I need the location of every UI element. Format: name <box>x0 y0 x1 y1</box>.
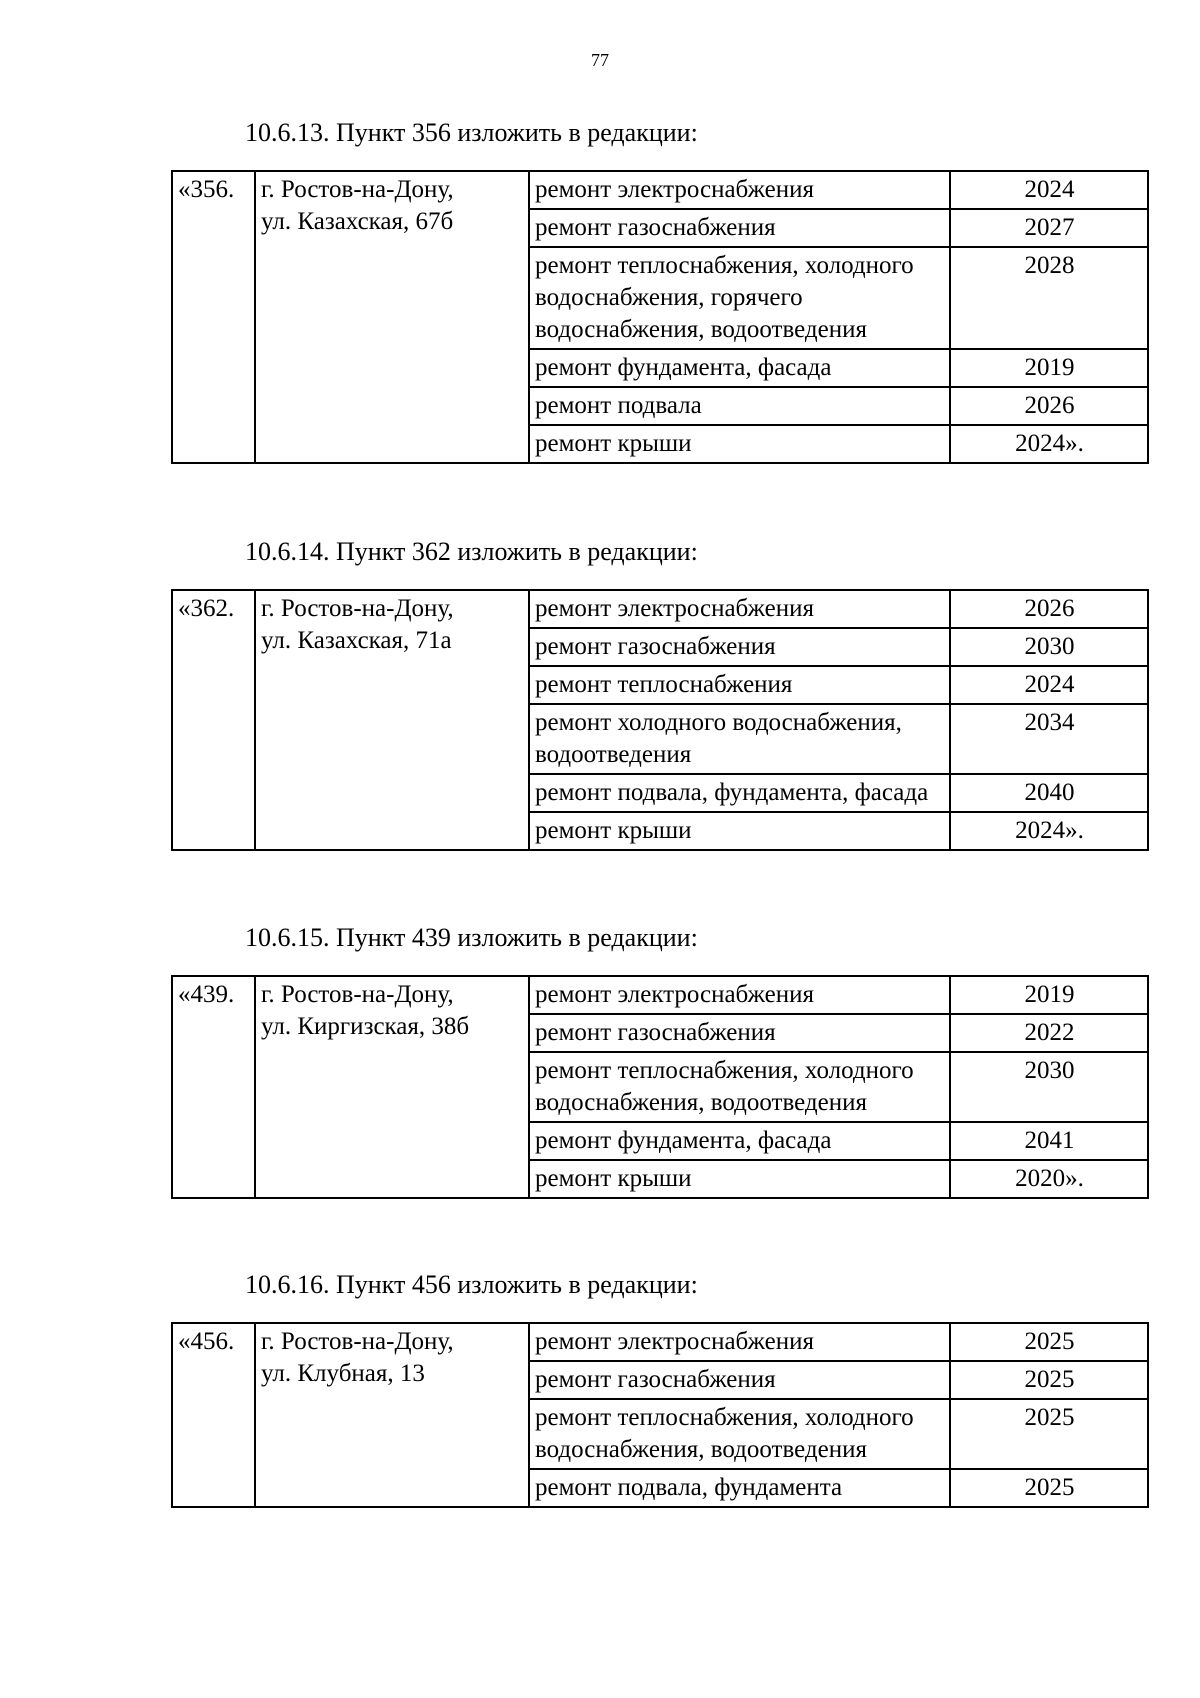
year-cell: 2025 <box>950 1399 1148 1469</box>
address-cell <box>255 171 529 463</box>
work-type-cell: ремонт подвала <box>529 387 950 425</box>
table-row <box>172 1323 1148 1361</box>
amendment-table <box>171 1322 1149 1508</box>
page-number: 77 <box>591 50 609 70</box>
item-number: «356. <box>172 171 255 463</box>
section-heading: 10.6.14. Пункт 362 изложить в редакции: <box>245 537 698 566</box>
item-number: «362. <box>172 590 255 850</box>
work-type-cell: ремонт теплоснабжения <box>529 666 950 704</box>
section-heading: 10.6.15. Пункт 439 изложить в редакции: <box>245 923 698 952</box>
table-row <box>172 976 1148 1014</box>
year-cell: 2019 <box>950 976 1148 1014</box>
address-cell <box>255 590 529 850</box>
work-type-cell: ремонт крыши <box>529 812 950 850</box>
year-cell: 2024». <box>950 812 1148 850</box>
year-cell: 2025 <box>950 1323 1148 1361</box>
year-cell: 2034 <box>950 704 1148 774</box>
work-type-cell: ремонт газоснабжения <box>529 209 950 247</box>
address-city: г. Ростов-на-Дону, <box>261 981 454 1008</box>
address-city: г. Ростов-на-Дону, <box>261 176 454 203</box>
address-street: ул. Казахская, 71а <box>261 627 452 654</box>
work-type-cell: ремонт фундамента, фасада <box>529 349 950 387</box>
section-heading: 10.6.16. Пункт 456 изложить в редакции: <box>245 1270 698 1299</box>
year-cell: 2026 <box>950 590 1148 628</box>
year-cell: 2020». <box>950 1160 1148 1198</box>
year-cell: 2022 <box>950 1014 1148 1052</box>
address-street: ул. Казахская, 67б <box>261 208 454 235</box>
work-type-cell: ремонт фундамента, фасада <box>529 1122 950 1160</box>
work-type-cell: ремонт электроснабжения <box>529 171 950 209</box>
section-heading: 10.6.13. Пункт 356 изложить в редакции: <box>245 118 698 147</box>
year-cell: 2024 <box>950 666 1148 704</box>
year-cell: 2025 <box>950 1361 1148 1399</box>
table-row <box>172 171 1148 209</box>
work-type-cell: ремонт теплоснабжения, холодного водоснабжения, горячего водоснабжения, водоотведения <box>529 247 950 349</box>
address-city: г. Ростов-на-Дону, <box>261 595 454 622</box>
amendment-table <box>171 589 1149 851</box>
work-type-cell: ремонт крыши <box>529 425 950 463</box>
amendment-table <box>171 170 1149 464</box>
address-cell <box>255 1323 529 1507</box>
year-cell: 2041 <box>950 1122 1148 1160</box>
year-cell: 2025 <box>950 1469 1148 1507</box>
year-cell: 2019 <box>950 349 1148 387</box>
work-type-cell: ремонт газоснабжения <box>529 1361 950 1399</box>
year-cell: 2024». <box>950 425 1148 463</box>
work-type-cell: ремонт подвала, фундамента <box>529 1469 950 1507</box>
address-cell <box>255 976 529 1198</box>
work-type-cell: ремонт теплоснабжения, холодного водоснабжения, водоотведения <box>529 1052 950 1122</box>
work-type-cell: ремонт подвала, фундамента, фасада <box>529 774 950 812</box>
year-cell: 2030 <box>950 1052 1148 1122</box>
work-type-cell: ремонт теплоснабжения, холодного водоснабжения, водоотведения <box>529 1399 950 1469</box>
work-type-cell: ремонт газоснабжения <box>529 1014 950 1052</box>
year-cell: 2040 <box>950 774 1148 812</box>
year-cell: 2026 <box>950 387 1148 425</box>
address-street: ул. Киргизская, 38б <box>261 1013 470 1040</box>
work-type-cell: ремонт холодного водоснабжения, водоотведения <box>529 704 950 774</box>
year-cell: 2030 <box>950 628 1148 666</box>
item-number: «439. <box>172 976 255 1198</box>
work-type-cell: ремонт газоснабжения <box>529 628 950 666</box>
work-type-cell: ремонт электроснабжения <box>529 1323 950 1361</box>
work-type-cell: ремонт электроснабжения <box>529 590 950 628</box>
work-type-cell: ремонт крыши <box>529 1160 950 1198</box>
year-cell: 2024 <box>950 171 1148 209</box>
work-type-cell: ремонт электроснабжения <box>529 976 950 1014</box>
table-row <box>172 590 1148 628</box>
amendment-table <box>171 975 1149 1199</box>
address-city: г. Ростов-на-Дону, <box>261 1328 454 1355</box>
item-number: «456. <box>172 1323 255 1507</box>
year-cell: 2027 <box>950 209 1148 247</box>
year-cell: 2028 <box>950 247 1148 349</box>
address-street: ул. Клубная, 13 <box>261 1360 425 1387</box>
